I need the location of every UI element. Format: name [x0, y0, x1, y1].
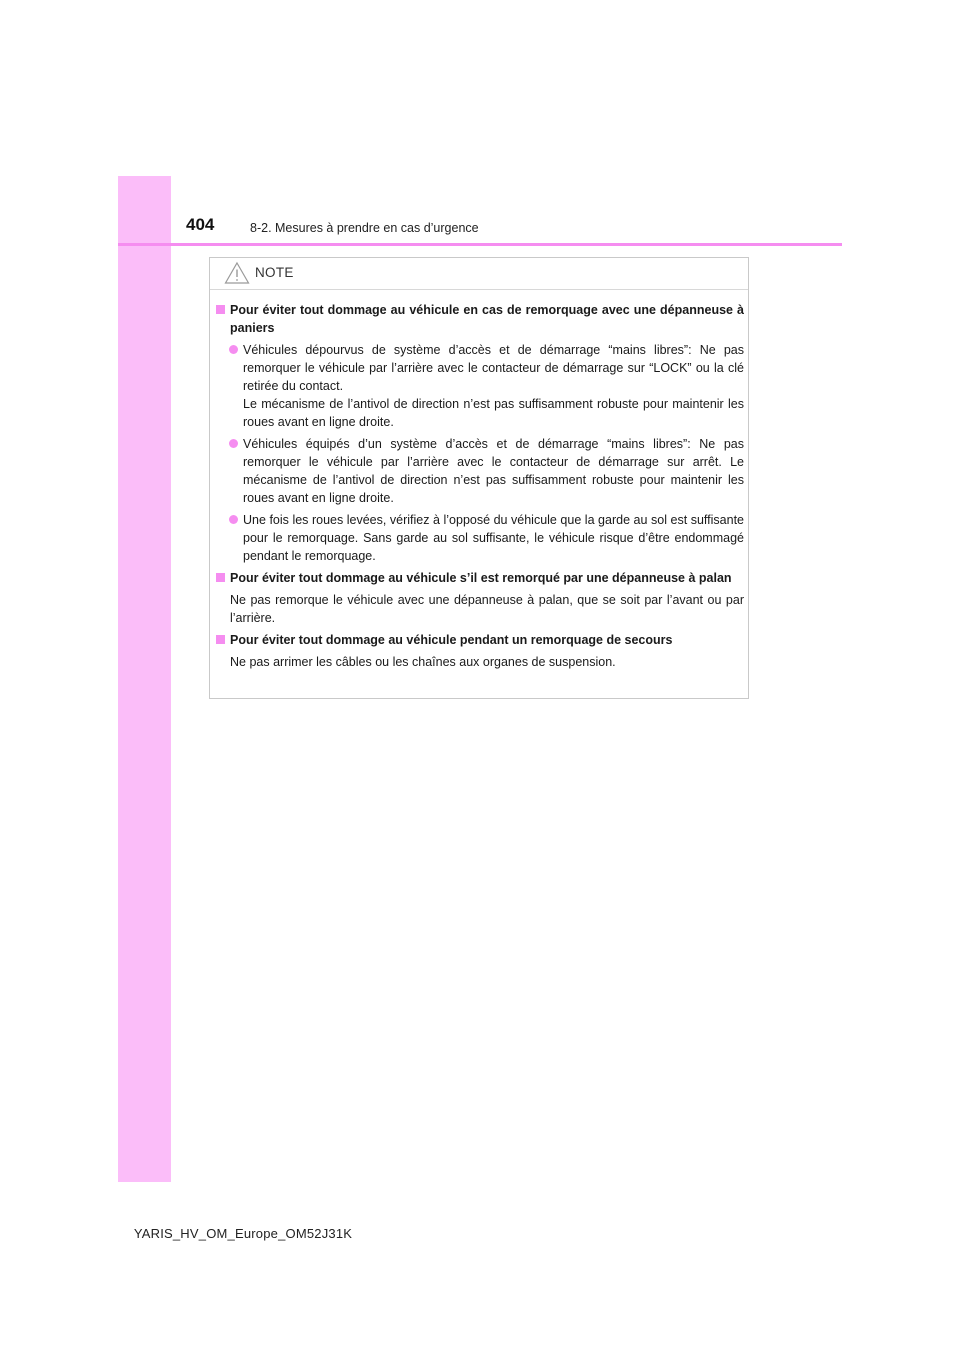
bullet-text: Véhicules dépourvus de système d’accès et de démarrage “mains libres”: Ne pas remorquer le véhicule par l’arrière avec le contacteur de démarrage sur “LOCK” ou la clé retirée du contact. [243, 343, 744, 393]
topic-heading [216, 569, 744, 587]
bullet-item [216, 511, 744, 565]
bullet-item [216, 341, 744, 431]
footer [0, 1226, 960, 1241]
notice-header [210, 258, 748, 290]
notice-box [209, 257, 749, 699]
document-id: YARIS_HV_OM_Europe_OM52J31K [133, 1226, 353, 1241]
chapter-side-band [118, 176, 171, 1182]
bullet-text: Une fois les roues levées, vérifiez à l’opposé du véhicule que la garde au sol est suffisante pour le remorquage. Sans garde au sol suffisante, le véhicule risque d’être endommagé pendant le remorquage. [243, 513, 744, 563]
square-bullet-icon [216, 305, 225, 314]
bullet-text: Véhicules équipés d’un système d’accès et de démarrage “mains libres”: Ne pas remorquer le véhicule par l’arrière avec le contacteur de démarrage sur arrêt. Le mécanisme de l’antivol de direction n’est pas suffisamment robuste pour maintenir les roues avant en ligne droite. [243, 437, 744, 505]
notice-body [216, 301, 744, 675]
warning-triangle-icon [224, 261, 250, 285]
section-title: 8-2. Mesures à prendre en cas d’urgence [250, 221, 479, 235]
bullet-item [216, 435, 744, 507]
topic-heading [216, 631, 744, 649]
paragraph: Ne pas remorque le véhicule avec une dépanneuse à palan, que se soit par l’avant ou par l’arrière. [230, 593, 744, 625]
circle-bullet-icon [229, 515, 238, 524]
header-rule [118, 243, 842, 246]
topic-text: Pour éviter tout dommage au véhicule en cas de remorquage avec une dépanneuse à paniers [230, 303, 744, 335]
notice-label: NOTE [255, 265, 294, 280]
topic-text: Pour éviter tout dommage au véhicule pendant un remorquage de secours [230, 633, 673, 647]
paragraph: Ne pas arrimer les câbles ou les chaînes aux organes de suspension. [230, 655, 616, 669]
circle-bullet-icon [229, 439, 238, 448]
page-number: 404 [186, 215, 215, 234]
topic-heading [216, 301, 744, 337]
circle-bullet-icon [229, 345, 238, 354]
square-bullet-icon [216, 635, 225, 644]
topic-text: Pour éviter tout dommage au véhicule s’il est remorqué par une dépanneuse à palan [230, 571, 732, 585]
bullet-text-continued: Le mécanisme de l’antivol de direction n’est pas suffisamment robuste pour maintenir les roues avant en ligne droite. [243, 397, 744, 429]
square-bullet-icon [216, 573, 225, 582]
